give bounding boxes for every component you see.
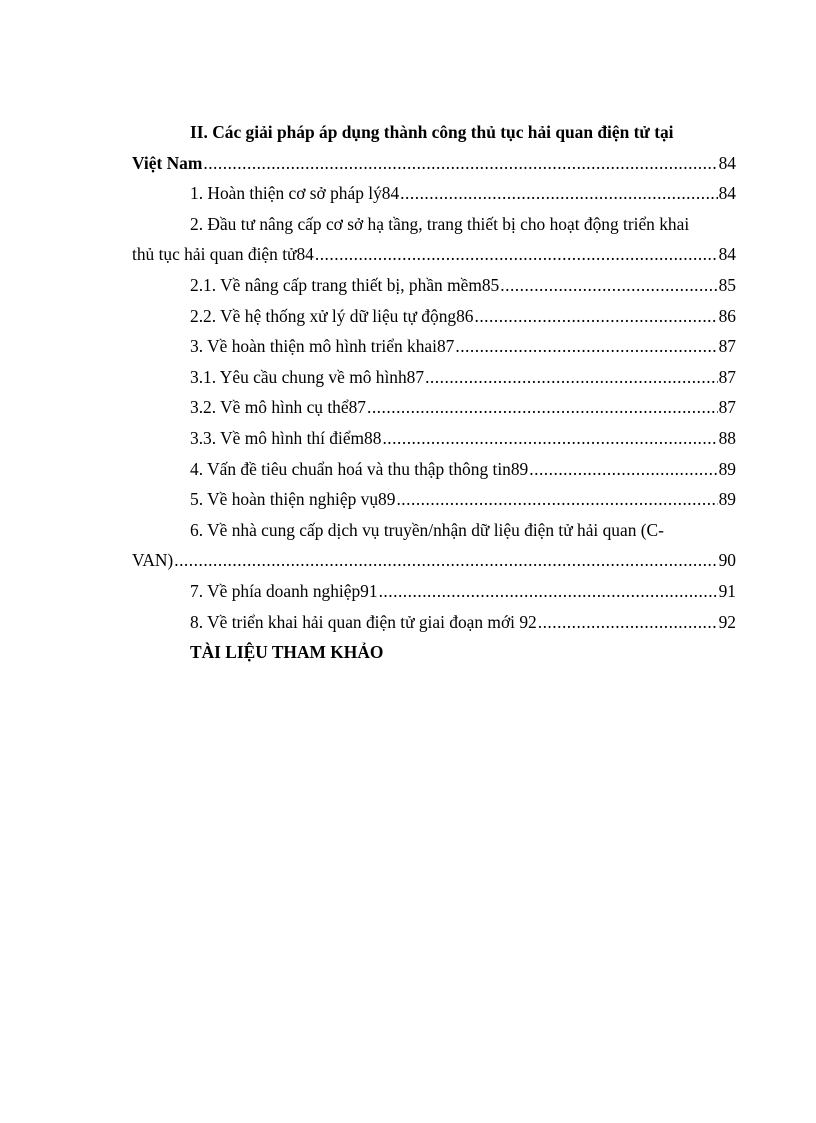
dot-leader bbox=[203, 148, 717, 179]
toc-entry-label: 4. Vấn đề tiêu chuẩn hoá và thu thập thông tin89 bbox=[190, 458, 529, 479]
toc-entry-label: 8. Về triển khai hải quan điện tử giai đoạn mới 92 bbox=[190, 611, 537, 632]
toc-page-number: 91 bbox=[718, 580, 736, 601]
toc-entry-label: 7. Về phía doanh nghiệp91 bbox=[190, 580, 378, 601]
dot-leader bbox=[500, 270, 717, 301]
toc-entry-label: 3.2. Về mô hình cụ thể87 bbox=[190, 397, 366, 418]
toc-entry-1[interactable] bbox=[132, 178, 736, 209]
toc-entry-7[interactable] bbox=[132, 576, 736, 607]
dot-leader bbox=[538, 607, 718, 638]
toc-page-number: 90 bbox=[718, 550, 736, 571]
toc-page-number: 89 bbox=[718, 489, 736, 510]
toc-page-number: 86 bbox=[718, 305, 736, 326]
toc-entry-label: 5. Về hoàn thiện nghiệp vụ89 bbox=[190, 489, 396, 510]
toc-entry-3-2[interactable] bbox=[132, 392, 736, 423]
references-heading[interactable]: TÀI LIỆU THAM KHẢO bbox=[190, 642, 384, 663]
toc-page-number: 89 bbox=[718, 458, 736, 479]
toc-entry-3-3[interactable] bbox=[132, 423, 736, 454]
toc-entry-6-label: 6. Về nhà cung cấp dịch vụ truyền/nhận dữ liệu điện tử hải quan (C- bbox=[190, 519, 664, 540]
toc-entry-label: 3. Về hoàn thiện mô hình triển khai87 bbox=[190, 336, 455, 357]
dot-leader bbox=[529, 454, 717, 485]
toc-entry-2-label: 2. Đầu tư nâng cấp cơ sở hạ tầng, trang thiết bị cho hoạt động triển khai bbox=[190, 213, 690, 234]
toc-entry-label: 2.1. Về nâng cấp trang thiết bị, phần mềm85 bbox=[190, 274, 500, 295]
dot-leader bbox=[379, 576, 718, 607]
dot-leader bbox=[315, 239, 718, 270]
toc-entry-6[interactable] bbox=[132, 545, 736, 576]
dot-leader bbox=[367, 392, 718, 423]
toc-entry-3[interactable] bbox=[132, 331, 736, 362]
toc-page-number: 84 bbox=[718, 183, 736, 204]
toc-page-number: 92 bbox=[718, 611, 736, 632]
dot-leader bbox=[174, 545, 717, 576]
toc-entry-label-cont: VAN) bbox=[132, 550, 174, 571]
toc-page-number: 88 bbox=[718, 427, 736, 448]
table-of-contents bbox=[132, 117, 736, 668]
toc-entry-2[interactable] bbox=[132, 239, 736, 270]
toc-entry-label: 2.2. Về hệ thống xử lý dữ liệu tự động86 bbox=[190, 305, 474, 326]
toc-entry-5[interactable] bbox=[132, 484, 736, 515]
toc-entry-2-2[interactable] bbox=[132, 301, 736, 332]
toc-entry-label-cont: thủ tục hải quan điện tử84 bbox=[132, 244, 314, 265]
dot-leader bbox=[400, 178, 717, 209]
toc-section-ii-heading-cont: Việt Nam bbox=[132, 152, 203, 173]
toc-page-number: 85 bbox=[718, 274, 736, 295]
toc-entry-section-ii[interactable] bbox=[132, 148, 736, 179]
toc-page-number: 87 bbox=[718, 397, 736, 418]
toc-page-number: 84 bbox=[718, 152, 736, 173]
toc-entry-label: 1. Hoàn thiện cơ sở pháp lý84 bbox=[190, 183, 400, 204]
toc-entry-8[interactable] bbox=[132, 607, 736, 638]
dot-leader bbox=[425, 362, 718, 393]
toc-page-number: 87 bbox=[718, 336, 736, 357]
toc-entry-label: 3.1. Yêu cầu chung về mô hình87 bbox=[190, 366, 425, 387]
toc-page-number: 87 bbox=[718, 366, 736, 387]
toc-section-ii-heading: II. Các giải pháp áp dụng thành công thủ tục hải quan điện tử tại bbox=[190, 122, 674, 142]
dot-leader bbox=[396, 484, 717, 515]
dot-leader bbox=[455, 331, 717, 362]
toc-entry-label: 3.3. Về mô hình thí điểm88 bbox=[190, 427, 382, 448]
toc-entry-2-1[interactable] bbox=[132, 270, 736, 301]
toc-entry-4[interactable] bbox=[132, 454, 736, 485]
toc-entry-3-1[interactable] bbox=[132, 362, 736, 393]
dot-leader bbox=[382, 423, 717, 454]
toc-page-number: 84 bbox=[718, 244, 736, 265]
dot-leader bbox=[474, 301, 717, 332]
